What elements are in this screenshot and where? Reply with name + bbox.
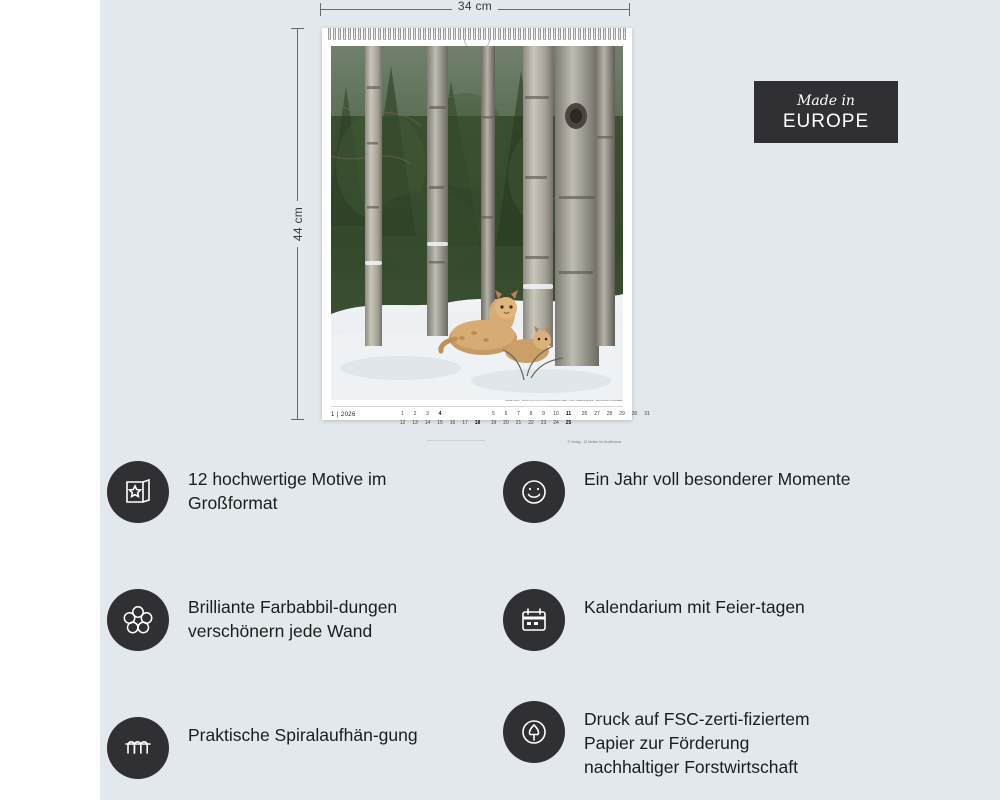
feature-label: Praktische Spiralaufhän-gung bbox=[188, 725, 418, 745]
calendar-footer-note: © Verlag · 12 Motive im Großformat bbox=[567, 440, 621, 444]
feature-item-calendarium bbox=[503, 589, 805, 651]
calendar-icon bbox=[503, 589, 565, 651]
calendar-week-row: 1 2 3 4 bbox=[401, 411, 442, 417]
wall-calendar bbox=[322, 28, 650, 444]
height-dimension-cap-top bbox=[291, 28, 304, 29]
feature-item-spiral bbox=[107, 717, 418, 779]
smiley-icon bbox=[503, 461, 565, 523]
feature-label: 12 hochwertige Motive im Großformat bbox=[188, 469, 387, 514]
badge-region-label: EUROPE bbox=[782, 110, 870, 132]
calendar-month-label: 1 | 2026 bbox=[331, 412, 356, 418]
photo-credit: Januar 2026 · Luchs (Lynx lynx) im verschneiten Wald · Foto: Naturfotografie · Alle Rechte vorbehalten bbox=[504, 400, 623, 402]
picture-star-icon bbox=[107, 461, 169, 523]
flower-icon bbox=[107, 589, 169, 651]
width-dimension-cap-left bbox=[320, 3, 321, 16]
height-dimension-cap-bottom bbox=[291, 419, 304, 420]
calendar-photo-lynx bbox=[331, 46, 623, 400]
made-in-europe-badge bbox=[754, 81, 898, 143]
height-dimension bbox=[288, 28, 310, 420]
height-dimension-label: 44 cm bbox=[289, 201, 307, 247]
feature-item-motives bbox=[107, 461, 458, 523]
feature-label: Brilliante Farbabbil-dungen verschönern jede Wand bbox=[188, 597, 398, 642]
calendar-column-3 bbox=[581, 411, 651, 426]
calendar-column-1 bbox=[399, 411, 481, 426]
calendar-grid bbox=[331, 406, 650, 444]
badge-made-label: Made in bbox=[797, 92, 855, 109]
width-dimension-label: 34 cm bbox=[452, 0, 498, 13]
feature-item-fsc bbox=[503, 701, 844, 779]
spiral-binding-icon bbox=[107, 717, 169, 779]
feature-list bbox=[100, 450, 1000, 800]
width-dimension bbox=[320, 0, 630, 22]
tree-fsc-icon bbox=[503, 701, 565, 763]
calendar-week-row: 5 6 7 8 9 10 11 bbox=[492, 411, 572, 417]
calendar-column-2 bbox=[490, 411, 572, 426]
calendar-divider bbox=[427, 440, 485, 441]
feature-item-moments bbox=[503, 461, 851, 523]
feature-label: Ein Jahr voll besonderer Momente bbox=[584, 469, 851, 489]
calendar-week-row: 19 20 21 22 23 24 25 bbox=[490, 420, 572, 426]
feature-label: Druck auf FSC-zerti-fiziertem Papier zur Förderung nachhaltiger Forstwirtschaft bbox=[584, 709, 810, 778]
calendar-week-row: 26 27 28 29 30 31 bbox=[581, 411, 650, 417]
width-dimension-cap-right bbox=[629, 3, 630, 16]
calendar-week-row: 12 13 14 15 16 17 18 bbox=[399, 420, 481, 426]
feature-label: Kalendarium mit Feier-tagen bbox=[584, 597, 805, 617]
feature-item-colors bbox=[107, 589, 458, 651]
